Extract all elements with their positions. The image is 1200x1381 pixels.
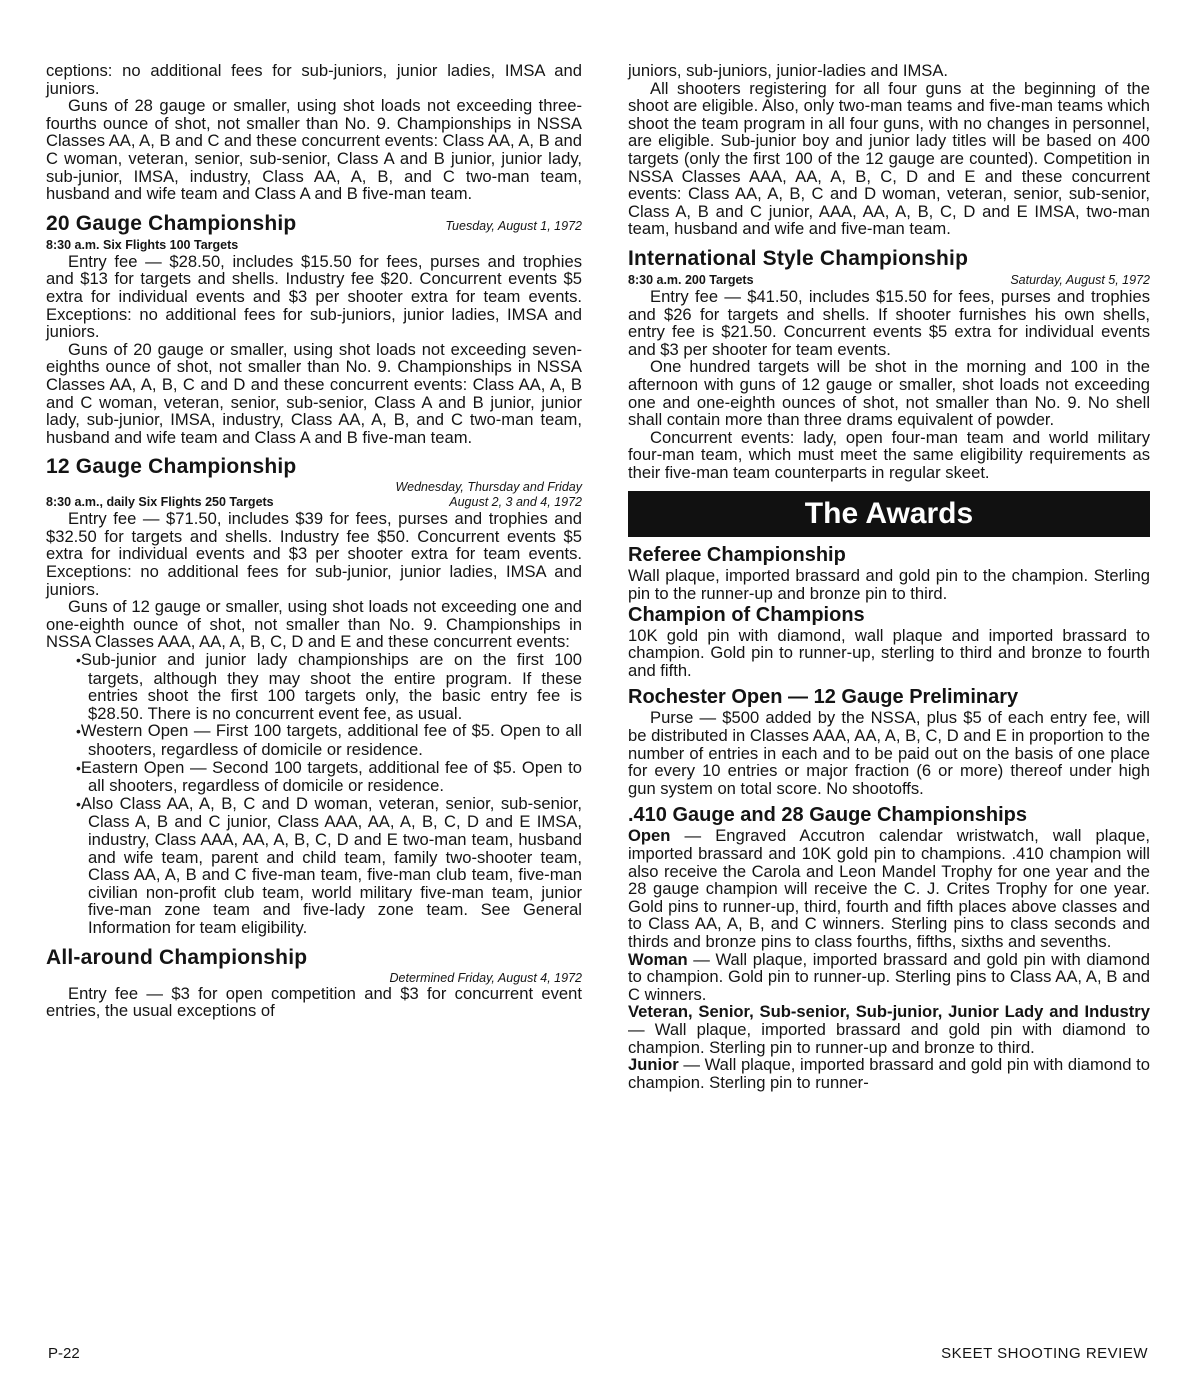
paragraph: Wall plaque, imported brassard and gold pin to the champion. Sterling pin to the runner-up and bronze pin to third. [628,566,1150,604]
subsection-title: .410 Gauge and 28 Gauge Championships [628,804,1027,827]
section-title-12-gauge: 12 Gauge Championship [46,455,297,479]
paragraph: Concurrent events: lady, open four-man team and world military four-man team, which must meet the same eligibility requirements as their five-man team counterparts in regular skeet. [628,427,1150,482]
section-date: August 2, 3 and 4, 1972 [449,495,582,510]
list-item: • Western Open — First 100 targets, additional fee of $5. Open to all shooters, regardless of domicile or residence. [76,722,582,758]
award-category: Open [628,826,671,846]
paragraph: juniors, sub-juniors, junior-ladies and IMSA. [628,61,949,80]
paragraph: Purse — $500 added by the NSSA, plus $5 of each entry fee, will be distributed in Classes AAA, AA, A, B, C, D and E in proportion to the number of entries in each and to be paid out on the basis of one place for every 10 entries or major fraction (6 or more) thereof under high gun system on total score. No shootoffs. [628,708,1150,798]
paragraph: Entry fee — $3 for open competition and $3 for concurrent event entries, the usual exceptions of [46,983,582,1021]
paragraph: Entry fee — $71.50, includes $39 for fees, purses and trophies and $32.50 for targets and shells. Industry fee $50. Concurrent events $5 extra for individual events and $3 per shooter extra for team events. Exceptions: no additional fees for sub-junior, junior ladies, IMSA and juniors. [46,509,582,599]
section-date: Determined Friday, August 4, 1972 [389,970,582,985]
paragraph: ceptions: no additional fees for sub-juniors, junior ladies, IMSA and juniors. [46,61,582,98]
event-list [46,651,582,937]
list-item: • Sub-junior and junior lady championships are on the first 100 targets, although they may shoot the entire program. If these entries shoot the first 100 targets only, the basic entry fee is $28.50. There is no concurrent event fee, as usual. [76,651,582,722]
list-item: • Eastern Open — Second 100 targets, additional fee of $5. Open to all shooters, regardless of domicile or residence. [76,759,582,795]
schedule-line: 8:30 a.m. 200 Targets Saturday, August 5, 1972 [628,272,1150,287]
section-title-international: International Style Championship [628,246,969,270]
section-title-20-gauge: 20 Gauge Championship [46,211,297,235]
paragraph: Veteran, Senior, Sub-senior, Sub-junior, Junior Lady and Industry — Wall plaque, imported brassard and gold pin with diamond to champion. Sterling pin to runner-up and bronze to third. [628,1002,1150,1057]
schedule-line: 8:30 a.m. Six Flights 100 Targets [46,237,239,252]
subsection-title: Referee Championship [628,544,846,567]
subsection-title: Rochester Open — 12 Gauge Preliminary [628,686,1019,709]
paragraph: Guns of 28 gauge or smaller, using shot loads not exceeding three-fourths ounce of shot, not smaller than No. 9. Championships in NSSA Classes AA, A, B and C and these concurrent events: Class AA, A, B and C woman, veteran, senior, sub-senior, Class A and B junior, junior lady, sub-junior, IMSA, industry, Class AA, A, B, and C two-man team, husband and wife team and Class A and B five-man team. [46,96,582,204]
paragraph: 10K gold pin with diamond, wall plaque and imported brassard to champion. Gold pin to runner-up, sterling to third and bronze to fourth and fifth. [628,625,1150,680]
paragraph: Open — Engraved Accutron calendar wristwatch, wall plaque, imported brassard and 10K gold pin to champions. .410 champion will also receive the Carola and Leon Mandel Trophy for one year and the 28 gauge champion will receive the C. J. Crites Trophy for one year. Gold pins to runner-up, third, fourth and fifth places above classes and to Class AA, A, B, and C winners. Sterling pins to class seconds and thirds and bronze pins to class fourths, fifths, sixths and sevenths. [628,826,1150,951]
paragraph: One hundred targets will be shot in the morning and 100 in the afternoon with guns of 12 gauge or smaller, shot loads not exceeding one and one-eighth ounces of shot, not smaller than No. 9. No shell shall contain more than three drams equivalent of powder. [628,357,1150,430]
paragraph: Guns of 12 gauge or smaller, using shot loads not exceeding one and one-eighth ounce of shot, not smaller than No. 9. Championships in NSSA Classes AAA, AA, A, B, C, D and E and these concurrent events: [46,597,582,652]
schedule-line: 8:30 a.m., daily Six Flights 250 Targets August 2, 3 and 4, 1972 [46,495,582,510]
right-column [628,62,1150,1091]
paragraph: All shooters registering for all four guns at the beginning of the shoot are eligible. Also, only two-man teams and five-man teams which shoot the team program in all four guns, with no changes in personnel, are eligible. Sub-junior boy and junior lady titles will be based on 400 targets (only the first 100 of the 12 gauge are counted). Competition in NSSA Classes AAA, AA, A, B, C, D and E and these concurrent events: Class AA, A, B, C and D woman, veteran, senior, sub-senior, Class A, B and C junior, AAA, AA, A, B, C, D and E IMSA, two-man team, husband and wife and five-man team. [628,78,1150,239]
subsection-title: Champion of Champions [628,603,865,626]
section-date: Tuesday, August 1, 1972 [445,218,582,233]
publication-name: SKEET SHOOTING REVIEW [941,1345,1148,1362]
award-category: Veteran, Senior, Sub-senior, Sub-junior, Junior Lady and Industry [628,1002,1150,1022]
left-column [46,62,582,1020]
paragraph: Junior — Wall plaque, imported brassard and gold pin with diamond to champion. Sterling pin to runner- [628,1055,1150,1092]
awards-banner: The Awards [628,491,1150,537]
page-number: P-22 [48,1345,80,1362]
section-header [46,211,582,237]
paragraph: Guns of 20 gauge or smaller, using shot loads not exceeding seven-eighths ounce of shot, not smaller than No. 9. Championships in NSSA Classes AA, A, B, C and D and these concurrent events: Class AA, A, B and C woman, veteran, senior, sub-senior, Class A and B junior, junior lady, sub-junior, IMSA, industry, Class AA, A, B, and C two-man team, husband and wife team and Class A and B five-man team. [46,339,582,447]
paragraph: Woman — Wall plaque, imported brassard and gold pin with diamond to champion. Gold pin to runner-up. Sterling pins to Class AA, A, B and C winners. [628,949,1150,1004]
section-date: Wednesday, Thursday and Friday [395,480,582,495]
section-title-all-around: All-around Championship [46,945,308,969]
award-category: Junior [628,1055,679,1075]
list-item: • Also Class AA, A, B, C and D woman, veteran, senior, sub-senior, Class A, B and C junior, Class AAA, AA, A, B, C, D and E IMSA, industry, Class AAA, AA, A, B, C, D and E two-man team, husband and wife team, parent and child team, family two-shooter team, Class AA, A, B and C five-man team, five-man club team, five-man civilian non-profit club team, world military five-man team, junior five-man zone team and five-lady zone team. See General Information for team eligibility. [76,795,582,937]
award-category: Woman [628,949,688,969]
section-date: Saturday, August 5, 1972 [1010,272,1150,287]
paragraph: Entry fee — $28.50, includes $15.50 for fees, purses and trophies and $13 for targets and shells. Industry fee $20. Concurrent events $5 extra for individual events and $3 per shooter extra for team events. Exceptions: no additional fees for sub-juniors, junior ladies, IMSA and juniors. [46,251,582,342]
paragraph: Entry fee — $41.50, includes $15.50 for fees, purses and trophies and $26 for targets and shells. If shooter furnishes his own shells, entry fee is $21.50. Concurrent events $5 extra for individual events and $3 per shooter for team events. [628,286,1150,359]
